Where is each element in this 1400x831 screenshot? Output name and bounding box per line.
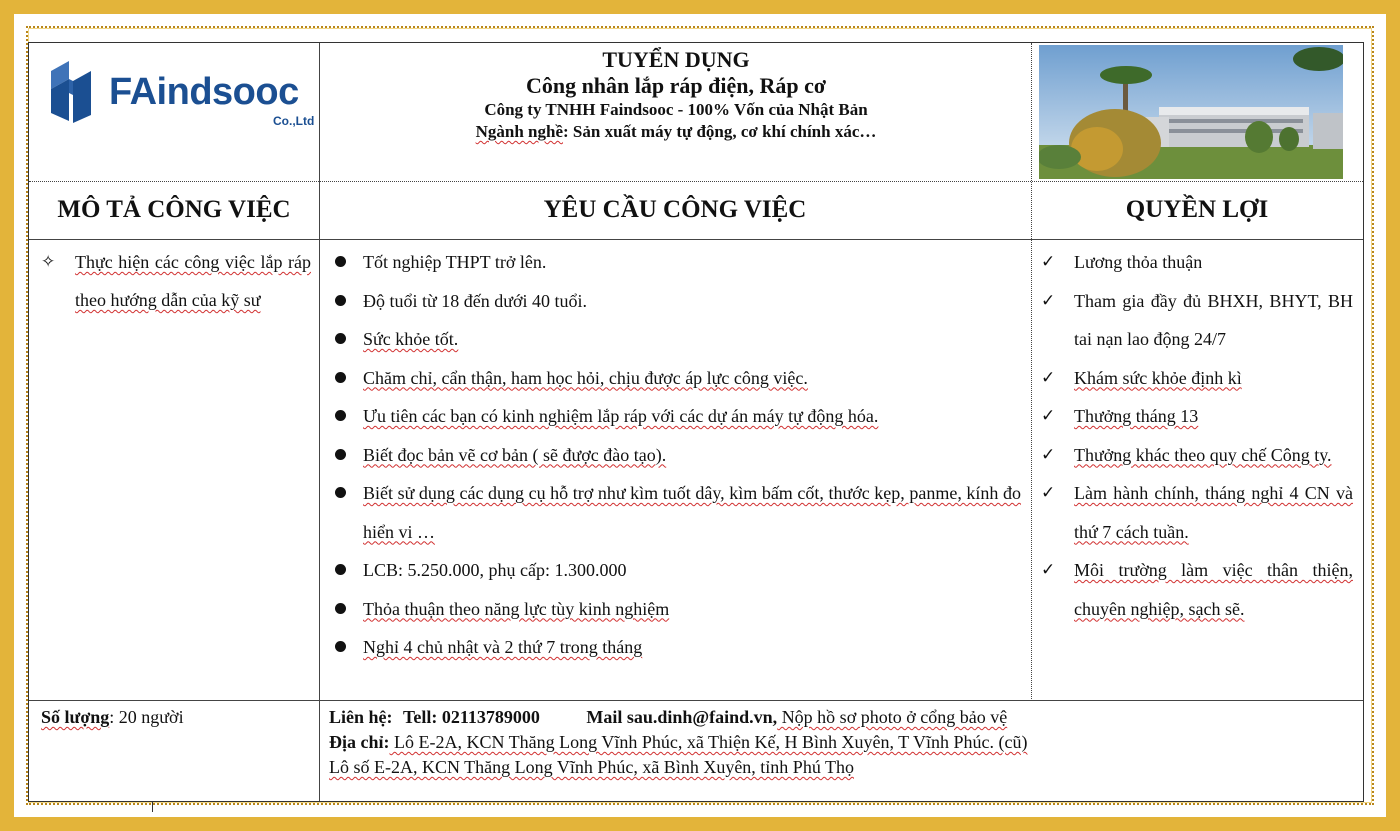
benefit-item	[1041, 397, 1353, 436]
benefit-text: Thưởng tháng 13	[1074, 406, 1199, 426]
industry-label: Ngành nghề	[475, 122, 563, 141]
logo-subtitle: Co.,Ltd	[273, 114, 315, 128]
benefit-item	[1041, 551, 1353, 628]
address-old-line	[329, 730, 1329, 755]
contact-label: Liên hệ:	[329, 707, 393, 727]
sparkle-bullet-icon: ✧	[41, 252, 56, 272]
requirement-item	[331, 397, 1021, 436]
requirement-item	[331, 320, 1021, 359]
description-text: Thực hiện các công việc lắp ráp theo hướng dẫn của kỹ sư	[75, 252, 311, 310]
requirement-text: Sức khỏe tốt.	[363, 329, 459, 349]
requirement-text: Biết đọc bản vẽ cơ bản ( sẽ được đào tạo).	[363, 444, 667, 465]
contact-block	[329, 705, 1329, 780]
checkmark-icon: ✓	[1041, 406, 1056, 426]
company-line: Công ty TNHH Faindsooc - 100% Vốn của Nhật Bản	[484, 100, 868, 119]
row-divider	[29, 700, 1363, 701]
benefit-text: Làm hành chính, tháng nghỉ 4 CN và thứ 7 cách tuần.	[1074, 483, 1353, 542]
logo-name: FAindsooc	[109, 71, 299, 113]
bullet-dot-icon	[335, 487, 346, 498]
address-label: Địa chỉ:	[329, 732, 390, 752]
requirement-item	[331, 282, 1021, 321]
benefit-text: Lương thỏa thuận	[1074, 252, 1203, 272]
contact-line	[329, 705, 1329, 730]
benefit-item	[1041, 243, 1353, 282]
checkmark-icon: ✓	[1041, 290, 1056, 311]
checkmark-icon: ✓	[1041, 252, 1056, 272]
row-divider	[29, 239, 1363, 240]
column-header-description: MÔ TẢ CÔNG VIỆC	[57, 196, 291, 223]
requirement-item	[331, 359, 1021, 398]
benefit-text: Môi trường làm việc thân thiện, chuyên nghiệp, sạch sẽ.	[1074, 560, 1353, 619]
bullet-dot-icon	[335, 295, 346, 306]
checkmark-icon: ✓	[1041, 367, 1056, 388]
column-header-requirements: YÊU CẦU CÔNG VIỆC	[543, 196, 807, 223]
requirement-item	[331, 628, 1021, 667]
requirement-item	[331, 590, 1021, 629]
requirement-item	[331, 436, 1021, 475]
column-header-benefits: QUYỀN LỢI	[1125, 196, 1269, 223]
requirement-item	[331, 243, 1021, 282]
text-cursor	[152, 802, 153, 812]
industry-line	[321, 121, 1031, 143]
column-divider	[1031, 43, 1032, 701]
benefit-text: Khám sức khỏe định kì	[1074, 367, 1242, 388]
quantity-label: Số lượng	[41, 707, 110, 727]
quantity-line	[41, 705, 184, 729]
requirement-text: LCB: 5.250.000, phụ cấp: 1.300.000	[363, 560, 627, 580]
job-position: Công nhân lắp ráp điện, Ráp cơ	[525, 73, 827, 98]
row-divider	[29, 181, 1363, 182]
contact-phone: Tell: 02113789000	[403, 707, 540, 727]
company-logo	[47, 55, 317, 135]
benefit-text: Thưởng khác theo quy chế Công ty.	[1074, 444, 1332, 465]
checkmark-icon: ✓	[1041, 560, 1056, 580]
requirement-text: Thỏa thuận theo năng lực tùy kinh nghiệm	[363, 598, 670, 619]
posting-title: TUYỂN DỤNG	[602, 47, 750, 72]
bullet-dot-icon	[335, 564, 346, 575]
column-divider	[319, 43, 320, 801]
bullet-dot-icon	[335, 256, 346, 267]
requirement-item	[331, 474, 1021, 551]
requirement-item	[331, 551, 1021, 590]
requirement-text: Biết sử dụng các dụng cụ hỗ trợ như kìm tuốt dây, kìm bấm cốt, thước kẹp, panme, kính đo hiển vi …	[363, 483, 1021, 542]
posting-title-block	[321, 47, 1031, 143]
checkmark-icon: ✓	[1041, 483, 1056, 503]
requirement-text: Chăm chỉ, cẩn thận, ham học hỏi, chịu được áp lực công việc.	[363, 367, 808, 388]
bullet-dot-icon	[335, 410, 346, 421]
benefit-item	[1041, 282, 1353, 359]
job-posting-table	[28, 42, 1364, 802]
requirement-text: Tốt nghiệp THPT trở lên.	[363, 252, 547, 272]
logo-mark-icon	[47, 59, 103, 125]
bullet-dot-icon	[335, 449, 346, 460]
contact-email: Mail sau.dinh@faind.vn,	[586, 707, 778, 727]
requirement-text: Độ tuổi từ 18 đến dưới 40 tuổi.	[363, 290, 588, 311]
benefit-item	[1041, 359, 1353, 398]
bullet-dot-icon	[335, 333, 346, 344]
requirements-list	[331, 243, 1021, 667]
address-new: Lô số E-2A, KCN Thăng Long Vĩnh Phúc, xã Bình Xuyên, tỉnh Phú Thọ	[329, 757, 854, 777]
bullet-dot-icon	[335, 603, 346, 614]
industry-value: : Sản xuất máy tự động, cơ khí chính xác…	[563, 122, 877, 141]
benefit-item	[1041, 436, 1353, 475]
requirement-text: Nghỉ 4 chủ nhật và 2 thứ 7 trong tháng	[363, 637, 643, 657]
address-old: Lô E-2A, KCN Thăng Long Vĩnh Phúc, xã Thiện Kế, H Bình Xuyên, T Vĩnh Phúc. (cũ)	[389, 732, 1028, 752]
job-description	[41, 243, 311, 319]
benefit-text: Tham gia đầy đủ BHXH, BHYT, BH tai nạn lao động 24/7	[1074, 290, 1353, 349]
bullet-dot-icon	[335, 641, 346, 652]
benefits-list	[1041, 243, 1353, 628]
contact-note: Nộp hồ sơ photo ở cổng bảo vệ	[777, 707, 1008, 727]
factory-photo	[1039, 45, 1343, 179]
quantity-value: : 20 người	[109, 707, 184, 727]
bullet-dot-icon	[335, 372, 346, 383]
benefit-item	[1041, 474, 1353, 551]
checkmark-icon: ✓	[1041, 444, 1056, 465]
factory-building-image	[1039, 45, 1343, 179]
requirement-text: Ưu tiên các bạn có kinh nghiệm lắp ráp với các dự án máy tự động hóa.	[363, 406, 879, 426]
